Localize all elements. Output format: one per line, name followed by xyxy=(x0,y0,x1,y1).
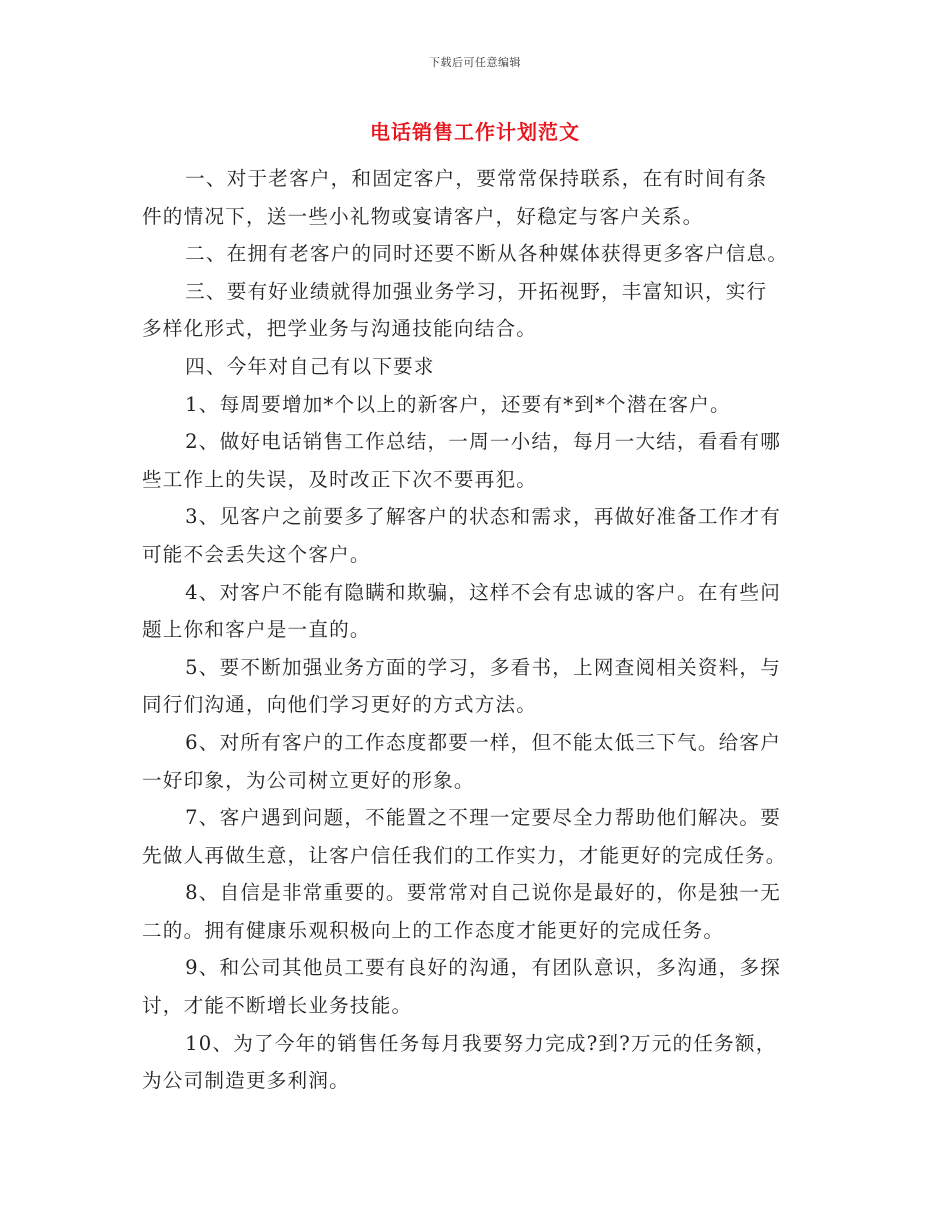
paragraph-line: 同行们沟通，向他们学习更好的方式方法。 xyxy=(142,693,538,717)
document-body xyxy=(142,160,814,1100)
paragraph-line: 先做人再做生意，让客户信任我们的工作实力，才能更好的完成任务。 xyxy=(142,843,787,867)
paragraph-line: 二、在拥有老客户的同时还要不断从各种媒体获得更多客户信息。 xyxy=(185,242,789,266)
paragraph-line: 1、每周要增加*个以上的新客户，还要有*到*个潜在客户。 xyxy=(185,392,731,416)
paragraph-line: 9、和公司其他员工要有良好的沟通，有团队意识，多沟通，多探 xyxy=(185,956,781,980)
document-title: 电话销售工作计划范文 xyxy=(370,120,580,144)
paragraph-line: 三、要有好业绩就得加强业务学习，开拓视野，丰富知识，实行 xyxy=(185,279,768,303)
paragraph-line: 一好印象，为公司树立更好的形象。 xyxy=(142,768,475,792)
paragraph-line: 为公司制造更多利润。 xyxy=(142,1069,350,1093)
paragraph-line: 多样化形式，把学业务与沟通技能向结合。 xyxy=(142,317,538,341)
paragraph-line: 讨，才能不断增长业务技能。 xyxy=(142,994,413,1018)
paragraph-line: 2、做好电话销售工作总结，一周一小结，每月一大结，看看有哪 xyxy=(185,430,781,454)
paragraph-line: 二的。拥有健康乐观积极向上的工作态度才能更好的完成任务。 xyxy=(142,918,725,942)
paragraph-line: 7、客户遇到问题，不能置之不理一定要尽全力帮助他们解决。要 xyxy=(185,806,781,830)
paragraph-line: 8、自信是非常重要的。要常常对自己说你是最好的，你是独一无 xyxy=(185,881,781,905)
paragraph-line: 6、对所有客户的工作态度都要一样，但不能太低三下气。给客户 xyxy=(185,730,781,754)
paragraph-line: 些工作上的失误，及时改正下次不要再犯。 xyxy=(142,467,538,491)
paragraph-line: 件的情况下，送一些小礼物或宴请客户，好稳定与客户关系。 xyxy=(142,204,704,228)
paragraph-line: 3、见客户之前要多了解客户的状态和需求，再做好准备工作才有 xyxy=(185,505,781,529)
paragraph-line: 5、要不断加强业务方面的学习，多看书，上网查阅相关资料，与 xyxy=(185,655,781,679)
paragraph-line: 10、为了今年的销售任务每月我要努力完成?到?万元的任务额， xyxy=(185,1031,777,1055)
paragraph-line: 一、对于老客户，和固定客户，要常常保持联系，在有时间有条 xyxy=(185,167,768,190)
paragraph-line: 题上你和客户是一直的。 xyxy=(142,618,371,642)
paragraph-line: 4、对客户不能有隐瞒和欺骗，这样不会有忠诚的客户。在有些问 xyxy=(185,580,781,604)
paragraph-line: 可能不会丢失这个客户。 xyxy=(142,542,371,566)
header-note: 下载后可任意编辑 xyxy=(429,56,521,69)
paragraph-line: 四、今年对自己有以下要求 xyxy=(185,354,435,378)
